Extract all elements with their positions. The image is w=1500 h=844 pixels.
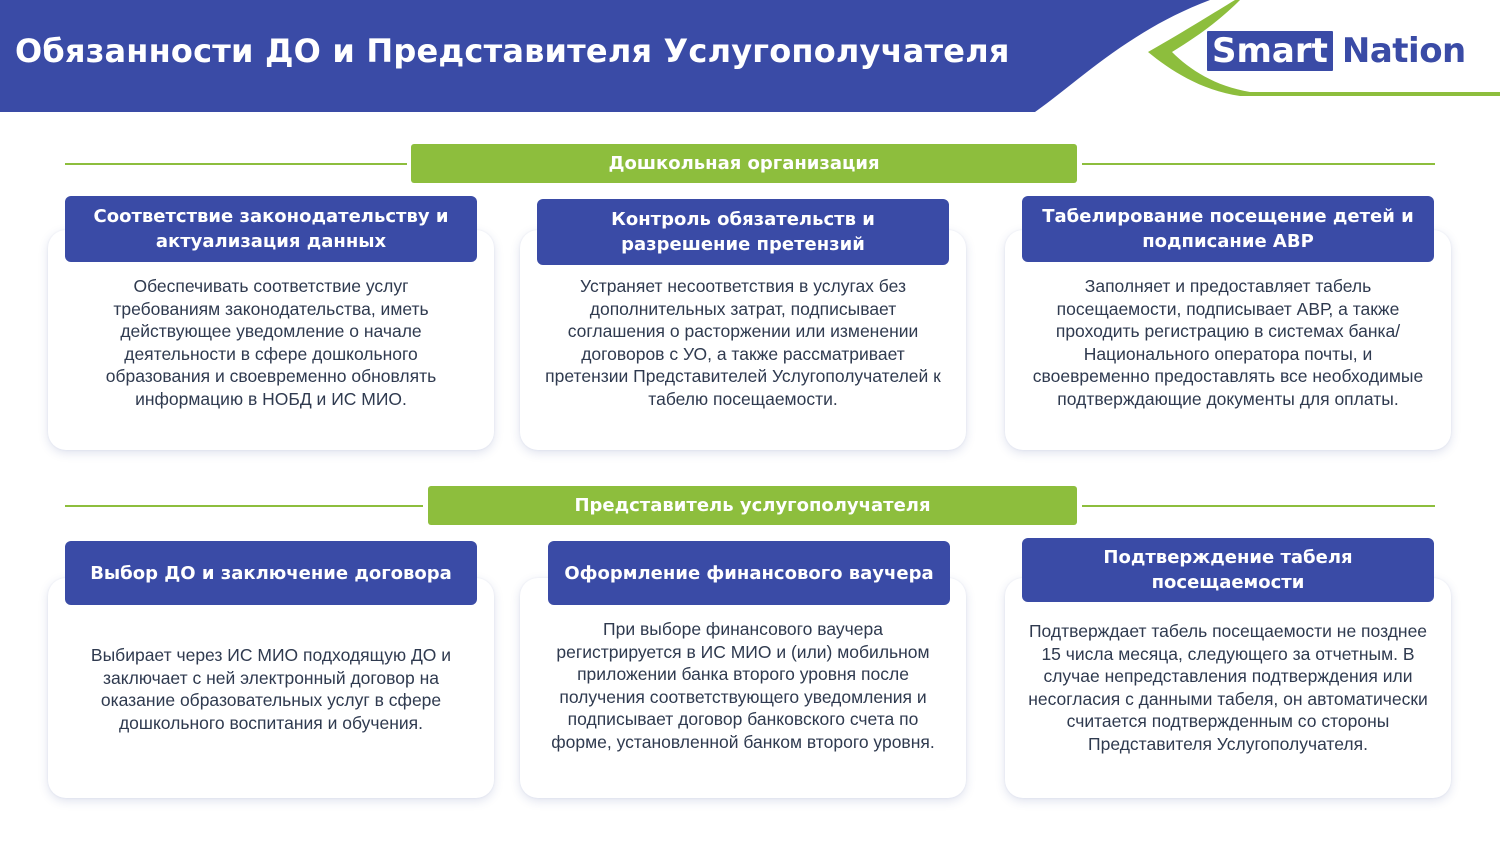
duty-card-text: Подтверждает табель посещаемости не позднее 15 числа месяца, следующего за отчетным. В случае непредставления подтверждения или несогласия с данными табеля, он автоматически считается подтвержденным со стороны Представителя Услугополучателя. [1028, 621, 1428, 754]
duty-card-title: Оформление финансового ваучера [548, 541, 950, 605]
section-divider-right [1082, 505, 1435, 507]
duty-card-title: Контроль обязательств и разрешение претензий [537, 199, 949, 265]
section-divider-left [65, 505, 423, 507]
duty-card-text: Заполняет и предоставляет табель посещаемости, подписывает АВР, а также проходить регистрацию в системах банка/Национального оператора почты, и своевременно предоставлять все необходимые подтверждающие документы для оплаты. [1032, 276, 1424, 409]
duty-card-title: Подтверждение табеля посещаемости [1022, 538, 1434, 602]
duty-card-title: Табелирование посещение детей и подписание АВР [1022, 196, 1434, 262]
section-label-recipient: Представитель услугополучателя [428, 486, 1077, 525]
duty-card-title: Выбор ДО и заключение договора [65, 541, 477, 605]
duty-card-text: При выборе финансового ваучера регистрируется в ИС МИО и (или) мобильном приложении банка второго уровня после получения соответствующего уведомления и подписывает договор банковского счета по форме, установленной банком второго уровня. [551, 619, 935, 752]
duty-card-title: Соответствие законодательству и актуализация данных [65, 196, 477, 262]
duty-card-text: Устраняет несоответствия в услугах без дополнительных затрат, подписывает соглашения о расторжении или изменении договоров с УО, а также рассматривает претензии Представителей Услугополучателей к табелю посещаемости. [545, 276, 941, 409]
section-divider-right [1082, 163, 1435, 165]
brand-logo [1205, 30, 1466, 72]
section-label-preschool: Дошкольная организация [411, 144, 1077, 183]
duty-card-text: Обеспечивать соответствие услуг требованиям законодательства, иметь действующее уведомление о начале деятельности в сфере дошкольного образования и своевременно обновлять информацию в НОБД и ИС МИО. [105, 276, 437, 409]
logo-part-smart: Smart [1205, 29, 1335, 73]
section-divider-left [65, 163, 407, 165]
duty-card-text: Выбирает через ИС МИО подходящую ДО и заключает с ней электронный договор на оказание образовательных услуг в сфере дошкольного воспитания и обучения. [90, 645, 452, 733]
page-title: Обязанности ДО и Представителя Услугополучателя [15, 32, 1010, 70]
logo-part-nation: Nation [1341, 31, 1466, 71]
